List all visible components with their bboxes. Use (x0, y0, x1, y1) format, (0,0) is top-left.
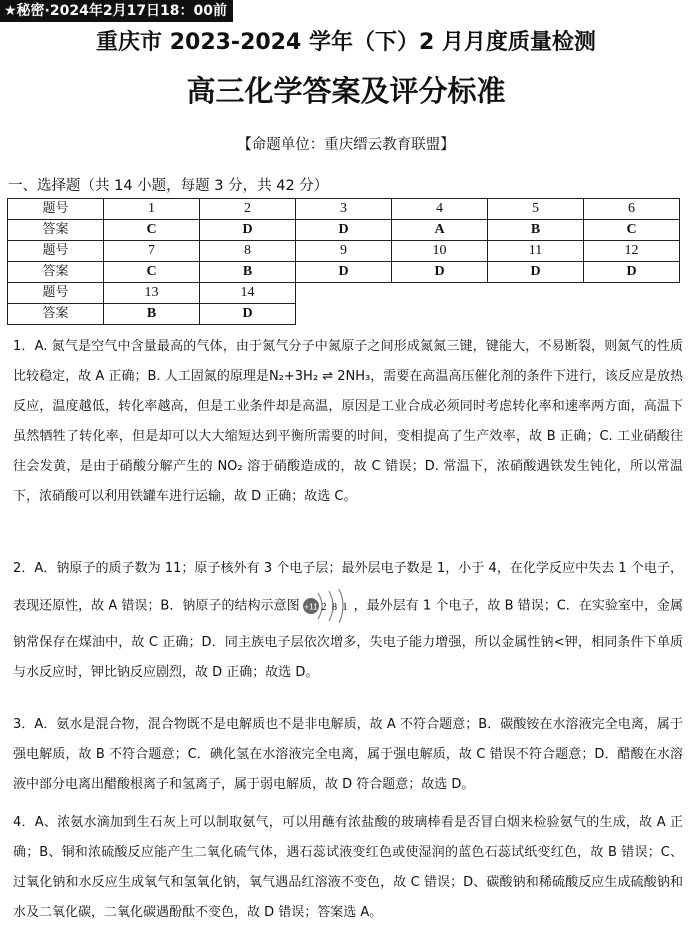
row-label: 答案 (8, 220, 104, 241)
section-heading-multiple-choice: 一、选择题（共 14 小题，每题 3 分，共 42 分） (8, 178, 329, 194)
table-cell: D (200, 304, 296, 325)
table-empty-area (296, 283, 680, 304)
table-cell: C (104, 220, 200, 241)
shell-electron-count: 8 (331, 602, 337, 613)
table-cell: 1 (104, 199, 200, 220)
explanation-q4-text: 4．A、浓氨水滴加到生石灰上可以制取氨气，可以用蘸有浓盐酸的玻璃棒看是否冒白烟来检验氨气的生成，故 A 正确；B、铜和浓硫酸反应能产生二氧化硫气体，遇石蕊试液变红色或使湿润的蓝色石蕊试纸变红色，故 B 错误；C、过氧化钠和水反应生成氧气和氢氧化钠，氧气遇品红溶液不变色，故 C 错误；D、碳酸钠和稀硫酸反应生成硫酸钠和水及二氧化碳，二氧化碳遇酚酞不变色，故 D 错误；答案选 A。 (13, 815, 683, 920)
table-cell: 9 (296, 241, 392, 262)
explanation-q2-part2: ，最外层有 1 个电子，故 B 错误；C．在实验室中，金属钠常保存在煤油中，故 C 正确；D．同主族电子层依次增多，失电子能力增强，所以金属性钠<钾，相同条件下单质与水反应时，钾比钠反应剧烈，故 D 正确；故选 D。 (13, 598, 683, 680)
shell-electron-count: 2 (321, 602, 327, 613)
table-cell: A (392, 220, 488, 241)
table-cell: D (488, 262, 584, 283)
shell-electron-count: 1 (342, 602, 348, 613)
table-cell: 14 (200, 283, 296, 304)
table-cell: B (104, 304, 200, 325)
row-label: 题号 (8, 241, 104, 262)
table-cell: 13 (104, 283, 200, 304)
table-row (8, 241, 680, 262)
table-cell: 3 (296, 199, 392, 220)
table-row (8, 220, 680, 241)
table-cell: B (488, 220, 584, 241)
table-cell: C (104, 262, 200, 283)
table-cell: D (200, 220, 296, 241)
table-cell: D (584, 262, 680, 283)
exam-title: 重庆市 2023-2024 学年（下）2 月月度质量检测 (96, 30, 596, 55)
explanation-q2-part1: 2．A．钠原子的质子数为 11；原子核外有 3 个电子层；最外层电子数是 1，小于 4，在化学反应中失去 1 个电子，表现还原性，故 A 错误；B．钠原子的结构示意图 (13, 561, 683, 614)
table-cell: D (296, 262, 392, 283)
nucleus-label: +11 (303, 601, 318, 612)
table-cell: 7 (104, 241, 200, 262)
secret-label: ★秘密·2024年2月17日18：00前 (0, 0, 233, 22)
row-label: 答案 (8, 304, 104, 325)
table-row (8, 199, 680, 220)
explanation-q1 (13, 332, 683, 512)
table-cell: 4 (392, 199, 488, 220)
table-row (8, 262, 680, 283)
explanation-q2-text (13, 554, 683, 688)
explanation-q3 (13, 710, 683, 800)
table-row (8, 283, 680, 304)
row-label: 题号 (8, 283, 104, 304)
table-cell: D (392, 262, 488, 283)
document-title: 高三化学答案及评分标准 (186, 74, 506, 108)
explanation-q2 (13, 554, 683, 688)
table-cell: 6 (584, 199, 680, 220)
explanation-q4 (13, 808, 683, 928)
table-empty-area (296, 304, 680, 325)
explanation-q3-text: 3．A．氨水是混合物，混合物既不是电解质也不是非电解质，故 A 不符合题意；B．碳酸铵在水溶液完全电离，属于强电解质，故 B 不符合题意；C．碘化氢在水溶液完全电离，属于强电解质，故 C 错误不符合题意；D．醋酸在水溶液中部分电离出醋酸根离子和氢离子，属于弱电解质，故 D 符合题意；故选 D。 (13, 717, 683, 792)
table-cell: C (584, 220, 680, 241)
table-cell: 5 (488, 199, 584, 220)
table-cell: B (200, 262, 296, 283)
table-row (8, 304, 680, 325)
issuing-unit: 【命题单位：重庆缙云教育联盟】 (237, 137, 455, 153)
answer-table (7, 198, 680, 325)
table-cell: 8 (200, 241, 296, 262)
table-cell: D (296, 220, 392, 241)
table-cell: 10 (392, 241, 488, 262)
row-label: 题号 (8, 199, 104, 220)
table-cell: 12 (584, 241, 680, 262)
explanation-q1-text: 1．A. 氮气是空气中含量最高的气体，由于氮气分子中氮原子之间形成氮氮三键，键能大，不易断裂，则氮气的性质比较稳定，故 A 正确；B. 人工固氮的原理是N₂+3H₂ ⇌ 2NH₃，需要在高温高压催化剂的条件下进行，该反应是放热反应，温度越低，转化率越高，但是工业条件却是高温，原因是工业合成必须同时考虑转化率和速率两方面，高温下虽然牺牲了转化率，但是却可以大大缩短达到平衡所需要的时间，变相提高了生产效率，故 B 正确；C. 工业硝酸往往会发黄，是由于硝酸分解产生的 NO₂ 溶于硝酸造成的，故 C 错误；D. 常温下，浓硝酸遇铁发生钝化，所以常温下，浓硝酸可以利用铁罐车进行运输，故 D 正确；故选 C。 (13, 339, 683, 504)
table-cell: 2 (200, 199, 296, 220)
sodium-atom-structure-diagram (302, 584, 352, 628)
table-cell: 11 (488, 241, 584, 262)
row-label: 答案 (8, 262, 104, 283)
